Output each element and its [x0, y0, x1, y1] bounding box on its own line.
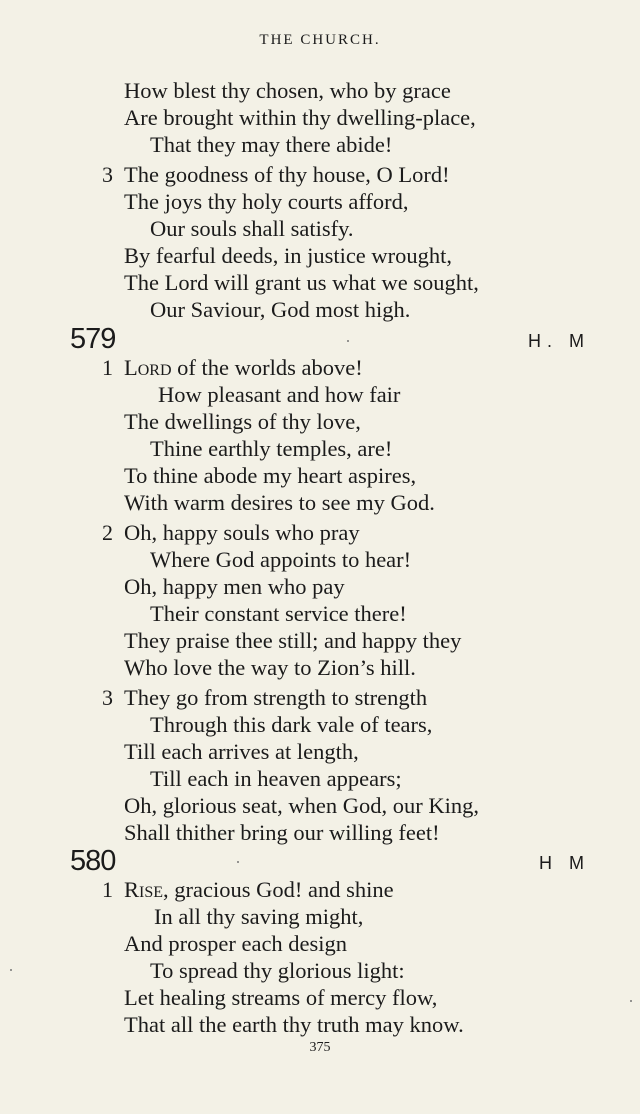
verse-line: Through this dark vale of tears,	[150, 712, 433, 737]
verse-line: The dwellings of thy love,	[124, 409, 361, 434]
verse-line: The joys thy holy courts afford,	[124, 189, 409, 214]
verse-line	[124, 357, 363, 380]
verse-line: That all the earth thy truth may know.	[124, 1012, 464, 1037]
verse-line: They go from strength to strength	[124, 685, 428, 710]
stanza-number: 1	[102, 355, 113, 380]
verse-line: To thine abode my heart aspires,	[124, 463, 417, 488]
verse-line: The Lord will grant us what we sought,	[124, 270, 479, 295]
print-speck	[630, 1000, 632, 1002]
verse-line: Their constant service there!	[150, 601, 407, 626]
verse-line: How pleasant and how fair	[158, 382, 401, 407]
hymn-meter: H. M	[528, 331, 590, 351]
verse-line: Oh, glorious seat, when God, our King,	[124, 793, 479, 818]
verse-line: Our souls shall satisfy.	[150, 216, 354, 241]
verse-line-rest: , gracious God! and shine	[163, 877, 394, 902]
hymn-number: 579	[70, 323, 116, 355]
verse-first-word: Rise	[124, 877, 164, 902]
verse-line: Let healing streams of mercy flow,	[124, 985, 438, 1010]
page-number: 375	[309, 1040, 331, 1055]
stanza-number: 3	[102, 685, 113, 710]
verse-line: How blest thy chosen, who by grace	[124, 78, 451, 103]
hymn-meter: H M	[539, 853, 590, 873]
verse-line: Are brought within thy dwelling-place,	[124, 105, 476, 130]
verse-line: In all thy saving might,	[154, 904, 364, 929]
verse-first-word: Lord	[124, 355, 172, 380]
verse-line: Till each in heaven appears;	[150, 766, 402, 791]
verse-line: Thine earthly temples, are!	[150, 436, 393, 461]
verse-line: By fearful deeds, in justice wrought,	[124, 243, 453, 268]
verse-line: With warm desires to see my God.	[124, 490, 435, 515]
verse-line: And prosper each design	[124, 931, 348, 956]
verse-line-rest: of the worlds above!	[171, 355, 363, 380]
verse-line: Till each arrives at length,	[124, 739, 359, 764]
stanza-number: 3	[102, 162, 113, 187]
verse-line: Oh, happy souls who pray	[124, 520, 360, 545]
verse-line: Who love the way to Zion’s hill.	[124, 655, 416, 680]
verse-line: Our Saviour, God most high.	[150, 297, 411, 322]
verse-line: That they may there abide!	[150, 132, 393, 157]
stanza-number: 2	[102, 520, 113, 545]
stanza-number: 1	[102, 877, 113, 902]
running-header: THE CHURCH.	[259, 32, 381, 48]
verse-line: The goodness of thy house, O Lord!	[124, 162, 450, 187]
verse-line: Where God appoints to hear!	[150, 547, 412, 572]
hymn-number: 580	[70, 845, 116, 877]
print-speck	[10, 969, 12, 971]
verse-line	[124, 879, 394, 902]
verse-line: To spread thy glorious light:	[150, 958, 405, 983]
verse-line: They praise thee still; and happy they	[124, 628, 462, 653]
verse-line: Shall thither bring our willing feet!	[124, 820, 440, 845]
print-speck	[237, 861, 239, 863]
verse-line: Oh, happy men who pay	[124, 574, 345, 599]
print-speck	[347, 340, 349, 342]
